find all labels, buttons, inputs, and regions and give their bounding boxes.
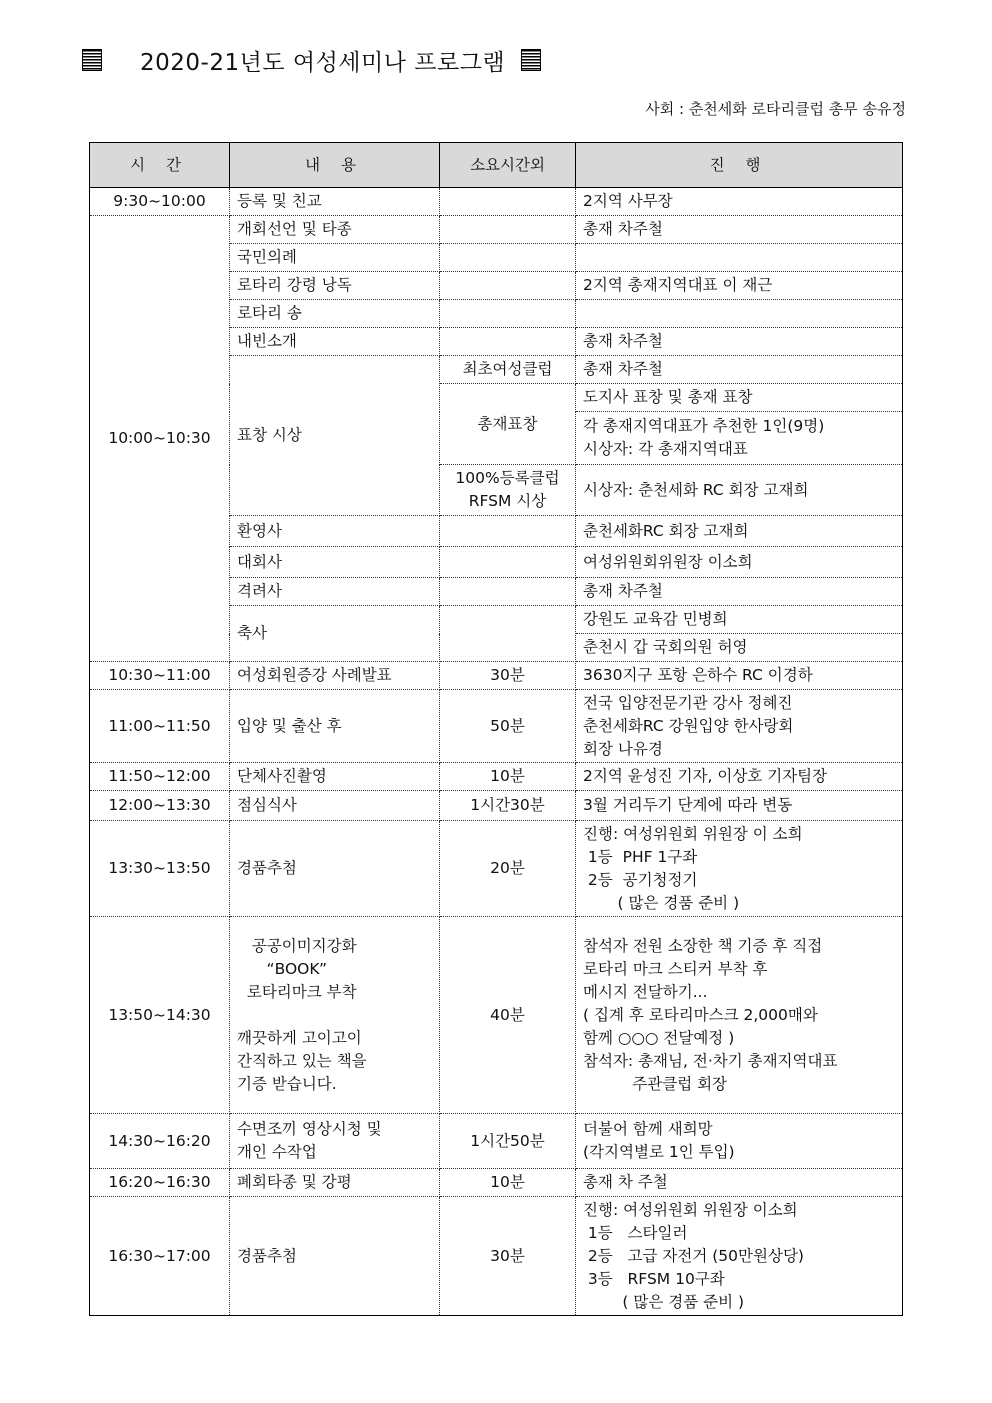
progress-cell: 3월 거리두기 단계에 따라 변동	[576, 791, 903, 821]
progress-cell: 2지역 윤성진 기자, 이상호 기자팀장	[576, 763, 903, 791]
content-cell: 내빈소개	[230, 328, 440, 356]
content-cell: 축사	[230, 606, 440, 662]
progress-cell: 더불어 함께 새희망 (각지역별로 1인 투입)	[576, 1114, 903, 1169]
progress-cell: 각 총재지역대표가 추천한 1인(9명) 시상자: 각 총재지역대표	[576, 412, 903, 465]
time-cell: 10:00~10:30	[90, 216, 230, 662]
content-cell: 표창 시상	[230, 356, 440, 516]
time-cell: 11:50~12:00	[90, 763, 230, 791]
table-row	[90, 662, 903, 690]
content-cell: 경품추첨	[230, 1197, 440, 1316]
content-cell: 등록 및 친교	[230, 188, 440, 216]
progress-cell: 전국 입양전문기관 강사 정혜진 춘천세화RC 강원입양 한사랑회 회장 나유경	[576, 690, 903, 763]
progress-cell: 여성위원회위원장 이소희	[576, 547, 903, 578]
duration-cell: 10분	[440, 763, 576, 791]
duration-cell	[440, 606, 576, 662]
table-row	[90, 1197, 903, 1316]
table-row	[90, 690, 903, 763]
time-cell: 16:30~17:00	[90, 1197, 230, 1316]
progress-cell: 진행: 여성위원회 위원장 이소희 1등 스타일러 2등 고급 자전거 (50만원상당) 3등 RFSM 10구좌 ( 많은 경품 준비 )	[576, 1197, 903, 1316]
content-cell: 여성회원증강 사례발표	[230, 662, 440, 690]
table-row	[90, 1114, 903, 1169]
content-cell: 로타리 송	[230, 300, 440, 328]
progress-cell: 2지역 총재지역대표 이 재근	[576, 272, 903, 300]
duration-cell	[440, 272, 576, 300]
progress-cell: 춘천시 갑 국회의원 허영	[576, 634, 903, 662]
header-progress: 진 행	[576, 143, 903, 188]
duration-cell	[440, 547, 576, 578]
document-title	[82, 42, 541, 78]
duration-cell	[440, 244, 576, 272]
duration-cell	[440, 300, 576, 328]
progress-cell: 총재 차주철	[576, 356, 903, 384]
content-cell: 수면조끼 영상시청 및 개인 수작업	[230, 1114, 440, 1169]
progress-cell: 참석자 전원 소장한 책 기증 후 직접 로타리 마크 스티커 부착 후 메시지 전달하기... ( 집계 후 로타리마스크 2,000매와 함께 ○○○ 전달예정 ) 참석자: 총재님, 전·차기 총재지역대표 주관클럽 회장	[576, 917, 903, 1114]
table-row	[90, 1169, 903, 1197]
progress-cell: 3630지구 포항 은하수 RC 이경하	[576, 662, 903, 690]
duration-cell	[440, 516, 576, 547]
table-row	[90, 821, 903, 917]
award-type-cell: 최초여성클럽	[440, 356, 576, 384]
time-cell: 13:50~14:30	[90, 917, 230, 1114]
progress-cell	[576, 244, 903, 272]
progress-cell: 진행: 여성위원회 위원장 이 소희 1등 PHF 1구좌 2등 공기청정기 ( 많은 경품 준비 )	[576, 821, 903, 917]
award-type-cell: 100%등록클럽 RFSM 시상	[440, 465, 576, 516]
duration-cell: 1시간30분	[440, 791, 576, 821]
content-cell: 입양 및 출산 후	[230, 690, 440, 763]
duration-cell: 20분	[440, 821, 576, 917]
time-cell: 16:20~16:30	[90, 1169, 230, 1197]
duration-cell: 10분	[440, 1169, 576, 1197]
duration-cell: 1시간50분	[440, 1114, 576, 1169]
content-cell: 개회선언 및 타종	[230, 216, 440, 244]
content-cell: 단체사진촬영	[230, 763, 440, 791]
time-cell: 11:00~11:50	[90, 690, 230, 763]
progress-cell: 총재 차주철	[576, 328, 903, 356]
duration-cell	[440, 188, 576, 216]
content-cell: 국민의례	[230, 244, 440, 272]
header-content: 내 용	[230, 143, 440, 188]
content-cell: 폐회타종 및 강평	[230, 1169, 440, 1197]
progress-cell: 2지역 사무장	[576, 188, 903, 216]
progress-cell: 총재 차주철	[576, 216, 903, 244]
square-bullet-icon	[82, 49, 102, 71]
duration-cell	[440, 578, 576, 606]
content-cell: 경품추첨	[230, 821, 440, 917]
duration-cell	[440, 328, 576, 356]
progress-cell: 춘천세화RC 회장 고재희	[576, 516, 903, 547]
header-row	[90, 143, 903, 188]
header-time: 시 간	[90, 143, 230, 188]
progress-cell	[576, 300, 903, 328]
duration-cell: 30분	[440, 662, 576, 690]
duration-cell: 40분	[440, 917, 576, 1114]
table-row	[90, 917, 903, 1114]
table-row	[90, 216, 903, 244]
progress-cell: 도지사 표창 및 총재 표창	[576, 384, 903, 412]
title-text: 2020-21년도 여성세미나 프로그램	[140, 49, 506, 76]
square-bullet-icon	[521, 49, 541, 71]
time-cell: 10:30~11:00	[90, 662, 230, 690]
host-line: 사회 : 춘천세화 로타리클럽 총무 송유정	[645, 100, 906, 118]
duration-cell: 50분	[440, 690, 576, 763]
time-cell: 13:30~13:50	[90, 821, 230, 917]
time-cell: 9:30~10:00	[90, 188, 230, 216]
header-duration: 소요시간외	[440, 143, 576, 188]
content-cell: 점심식사	[230, 791, 440, 821]
table-row	[90, 188, 903, 216]
progress-cell: 시상자: 춘천세화 RC 회장 고재희	[576, 465, 903, 516]
progress-cell: 총재 차주철	[576, 578, 903, 606]
content-cell: 공공이미지강화 “BOOK” 로타리마크 부착 깨끗하게 고이고이 간직하고 있는 책을 기증 받습니다.	[230, 917, 440, 1114]
duration-cell	[440, 216, 576, 244]
time-cell: 14:30~16:20	[90, 1114, 230, 1169]
time-cell: 12:00~13:30	[90, 791, 230, 821]
content-cell: 대회사	[230, 547, 440, 578]
award-type-cell: 총재표창	[440, 384, 576, 465]
duration-cell: 30분	[440, 1197, 576, 1316]
progress-cell: 강원도 교육감 민병희	[576, 606, 903, 634]
content-cell: 환영사	[230, 516, 440, 547]
table-row	[90, 791, 903, 821]
program-table	[89, 142, 903, 1316]
table-row	[90, 763, 903, 791]
progress-cell: 총재 차 주철	[576, 1169, 903, 1197]
content-cell: 로타리 강령 낭독	[230, 272, 440, 300]
content-cell: 격려사	[230, 578, 440, 606]
